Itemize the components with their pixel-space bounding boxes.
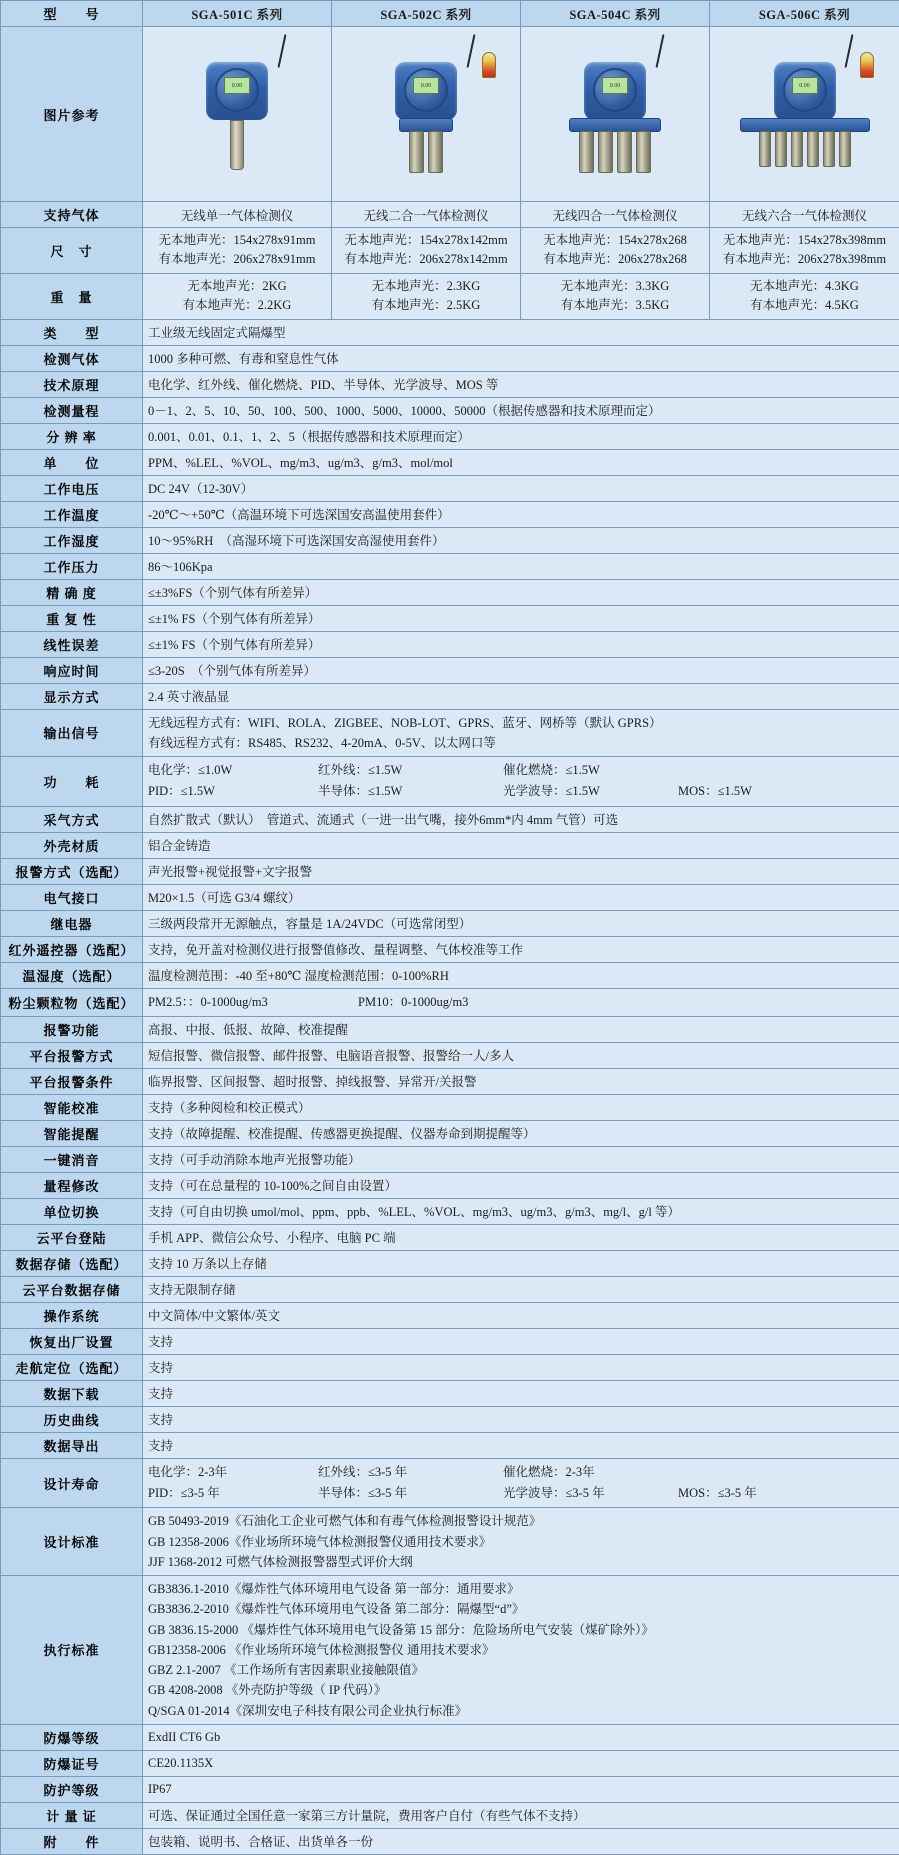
table-row xyxy=(1,319,899,345)
lifetime-catalytic: 催化燃烧：2-3年 xyxy=(503,1462,595,1483)
row-label-design-standard: 设计标准 xyxy=(1,1508,143,1576)
row-label: 温湿度（选配） xyxy=(1,962,143,988)
sensor-group xyxy=(409,131,443,173)
row-value: 三级两段常开无源触点，容量是 1A/24VDC（可选常闭型） xyxy=(143,910,899,936)
row-label: 操作系统 xyxy=(1,1302,143,1328)
sensor-manifold xyxy=(399,118,453,132)
model-name-1: SGA-501C 系列 xyxy=(143,1,332,27)
row-label: 单 位 xyxy=(1,449,143,475)
exec-standard-item: GB3836.1-2010《爆炸性气体环境用电气设备 第一部分：通用要求》 xyxy=(148,1579,894,1599)
table-row xyxy=(1,631,899,657)
size-3 xyxy=(521,228,710,274)
gas-support-3: 无线四合一气体检测仪 xyxy=(521,202,710,228)
table-row xyxy=(1,884,899,910)
table-row-gas-support xyxy=(1,202,899,228)
lifetime-pid: PID：≤3-5 年 xyxy=(148,1483,318,1504)
table-row xyxy=(1,397,899,423)
row-value: M20×1.5（可选 G3/4 螺纹） xyxy=(143,884,899,910)
row-label: 重 复 性 xyxy=(1,605,143,631)
antenna-icon xyxy=(277,34,286,68)
table-row xyxy=(1,1828,899,1854)
row-value: 1000 多种可燃、有毒和窒息性气体 xyxy=(143,345,899,371)
row-value: ExdII CT6 Gb xyxy=(143,1724,899,1750)
table-row xyxy=(1,1068,899,1094)
row-label: 响应时间 xyxy=(1,657,143,683)
power-pid: PID：≤1.5W xyxy=(148,781,318,802)
row-label-gas-support: 支持气体 xyxy=(1,202,143,228)
power-row-2 xyxy=(148,781,894,802)
row-value: 高报、中报、低报、故障、校准提醒 xyxy=(143,1016,899,1042)
device-display: 0.00 xyxy=(413,77,439,94)
model-name-4: SGA-506C 系列 xyxy=(710,1,899,27)
power-row-1 xyxy=(148,760,894,781)
row-label: 数据导出 xyxy=(1,1432,143,1458)
table-row xyxy=(1,910,899,936)
row-label: 一键消音 xyxy=(1,1146,143,1172)
product-image-1 xyxy=(143,27,332,202)
row-label: 智能校准 xyxy=(1,1094,143,1120)
table-row xyxy=(1,1302,899,1328)
antenna-icon xyxy=(844,34,853,68)
weight-2-with-alarm: 有本地声光：2.5KG xyxy=(337,296,515,315)
weight-2-no-alarm: 无本地声光：2.3KG xyxy=(337,277,515,296)
row-label-size: 尺 寸 xyxy=(1,228,143,274)
exec-standard-item: GB 4208-2008 《外壳防护等级（ IP 代码）》 xyxy=(148,1680,894,1700)
table-row-weight xyxy=(1,273,899,319)
sensor-cell xyxy=(579,131,594,173)
lifetime-optical: 光学波导：≤3-5 年 xyxy=(503,1483,678,1504)
table-row xyxy=(1,1328,899,1354)
table-row xyxy=(1,806,899,832)
row-value: 支持 xyxy=(143,1328,899,1354)
design-standard-value xyxy=(143,1508,899,1576)
weight-3-with-alarm: 有本地声光：3.5KG xyxy=(526,296,704,315)
alarm-beacon-icon xyxy=(860,52,874,78)
sensor-manifold xyxy=(569,118,661,132)
product-image-2 xyxy=(332,27,521,202)
row-label: 精 确 度 xyxy=(1,579,143,605)
antenna-icon xyxy=(655,34,664,68)
size-4 xyxy=(710,228,899,274)
row-label: 防护等级 xyxy=(1,1776,143,1802)
sensor-cell xyxy=(409,131,424,173)
row-value: 2.4 英寸液晶显 xyxy=(143,683,899,709)
output-signal-wired: 有线远程方式有：RS485、RS232、4-20mA、0-5V、以太网口等 xyxy=(148,733,894,753)
row-value: ≤±3%FS（个别气体有所差异） xyxy=(143,579,899,605)
table-row xyxy=(1,1094,899,1120)
table-row xyxy=(1,1802,899,1828)
row-value: IP67 xyxy=(143,1776,899,1802)
size-2-with-alarm: 有本地声光：206x278x142mm xyxy=(337,250,515,269)
table-row xyxy=(1,371,899,397)
sensor-cell xyxy=(428,131,443,173)
lifetime-electrochemical: 电化学：2-3年 xyxy=(148,1462,318,1483)
row-label: 智能提醒 xyxy=(1,1120,143,1146)
sensor-group xyxy=(759,131,851,167)
row-value: ≤±1% FS（个别气体有所差异） xyxy=(143,631,899,657)
table-row xyxy=(1,1172,899,1198)
row-label: 防爆证号 xyxy=(1,1750,143,1776)
table-row xyxy=(1,1432,899,1458)
row-label-dust: 粉尘颗粒物（选配） xyxy=(1,988,143,1016)
row-value: CE20.1135X xyxy=(143,1750,899,1776)
design-standard-item: JJF 1368-2012 可燃气体检测报警器型式评价大纲 xyxy=(148,1552,894,1572)
row-value: 自然扩散式（默认） 管道式、流通式（一进一出气嘴，接外6mm*内 4mm 气管）可选 xyxy=(143,806,899,832)
antenna-icon xyxy=(466,34,475,68)
row-label: 数据存储（选配） xyxy=(1,1250,143,1276)
table-row-lifetime xyxy=(1,1458,899,1508)
lifetime-row-2 xyxy=(148,1483,894,1504)
weight-4-with-alarm: 有本地声光：4.5KG xyxy=(715,296,894,315)
row-label: 技术原理 xyxy=(1,371,143,397)
row-value: 支持，免开盖对检测仪进行报警值修改、量程调整、气体校准等工作 xyxy=(143,936,899,962)
table-row xyxy=(1,527,899,553)
table-row xyxy=(1,501,899,527)
row-label: 报警功能 xyxy=(1,1016,143,1042)
device-display: 0.00 xyxy=(602,77,628,94)
table-row xyxy=(1,683,899,709)
row-label: 采气方式 xyxy=(1,806,143,832)
weight-1-with-alarm: 有本地声光：2.2KG xyxy=(148,296,326,315)
size-1-with-alarm: 有本地声光：206x278x91mm xyxy=(148,250,326,269)
model-name-2: SGA-502C 系列 xyxy=(332,1,521,27)
weight-1 xyxy=(143,273,332,319)
exec-standard-item: GB 3836.15-2000 《爆炸性气体环境用电气设备第 15 部分：危险场所电气安装（煤矿除外）》 xyxy=(148,1620,894,1640)
row-value: 支持 xyxy=(143,1354,899,1380)
power-semiconductor: 半导体：≤1.5W xyxy=(318,781,503,802)
size-2 xyxy=(332,228,521,274)
row-value: ≤3-20S （个别气体有所差异） xyxy=(143,657,899,683)
row-value: 支持（可自由切换 umol/mol、ppm、ppb、%LEL、%VOL、mg/m3、ug/m3、g/m3、mg/l、g/l 等） xyxy=(143,1198,899,1224)
row-value: 0－1、2、5、10、50、100、500、1000、5000、10000、50000（根据传感器和技术原理而定） xyxy=(143,397,899,423)
table-row xyxy=(1,553,899,579)
row-value: 支持（故障提醒、校准提醒、传感器更换提醒、仪器寿命到期提醒等） xyxy=(143,1120,899,1146)
table-row xyxy=(1,1120,899,1146)
table-row-model xyxy=(1,1,899,27)
row-label-power: 功 耗 xyxy=(1,757,143,807)
weight-3-no-alarm: 无本地声光：3.3KG xyxy=(526,277,704,296)
row-label: 电气接口 xyxy=(1,884,143,910)
row-label: 工作电压 xyxy=(1,475,143,501)
row-value: 支持（多种阅检和校正模式） xyxy=(143,1094,899,1120)
sensor-cell xyxy=(775,131,787,167)
design-standard-item: GB 12358-2006《作业场所环境气体检测报警仪通用技术要求》 xyxy=(148,1532,894,1552)
exec-standard-item: GB3836.2-2010《爆炸性气体环境用电气设备 第二部分：隔爆型“d”》 xyxy=(148,1599,894,1619)
row-label: 走航定位（选配） xyxy=(1,1354,143,1380)
row-value: 支持无限制存储 xyxy=(143,1276,899,1302)
dust-value xyxy=(143,988,899,1016)
output-signal-wireless: 无线远程方式有：WIFI、ROLA、ZIGBEE、NOB-LOT、GPRS、蓝牙、网桥等（默认 GPRS） xyxy=(148,713,894,733)
row-label: 工作压力 xyxy=(1,553,143,579)
table-row-exec-standard xyxy=(1,1576,899,1725)
table-row xyxy=(1,936,899,962)
size-1 xyxy=(143,228,332,274)
table-row xyxy=(1,1380,899,1406)
row-label: 红外遥控器（选配） xyxy=(1,936,143,962)
table-row-size xyxy=(1,228,899,274)
row-label-lifetime: 设计寿命 xyxy=(1,1458,143,1508)
row-value: 声光报警+视觉报警+文字报警 xyxy=(143,858,899,884)
table-row xyxy=(1,962,899,988)
row-label: 检测量程 xyxy=(1,397,143,423)
sensor-cell xyxy=(823,131,835,167)
row-label: 工作温度 xyxy=(1,501,143,527)
sensor-group xyxy=(579,131,651,173)
gas-support-1: 无线单一气体检测仪 xyxy=(143,202,332,228)
row-label: 显示方式 xyxy=(1,683,143,709)
sensor-cell xyxy=(839,131,851,167)
gas-support-4: 无线六合一气体检测仪 xyxy=(710,202,899,228)
table-row xyxy=(1,345,899,371)
table-row xyxy=(1,1276,899,1302)
alarm-beacon-icon xyxy=(482,52,496,78)
row-label: 工作湿度 xyxy=(1,527,143,553)
row-label: 平台报警条件 xyxy=(1,1068,143,1094)
row-label-model: 型 号 xyxy=(1,1,143,27)
row-value: 86～106Kpa xyxy=(143,553,899,579)
power-optical: 光学波导：≤1.5W xyxy=(503,781,678,802)
size-3-no-alarm: 无本地声光：154x278x268 xyxy=(526,231,704,250)
row-label: 分 辨 率 xyxy=(1,423,143,449)
row-value: 支持 xyxy=(143,1406,899,1432)
sensor-cell xyxy=(791,131,803,167)
power-value xyxy=(143,757,899,807)
weight-1-no-alarm: 无本地声光：2KG xyxy=(148,277,326,296)
table-row xyxy=(1,1250,899,1276)
size-4-with-alarm: 有本地声光：206x278x398mm xyxy=(715,250,894,269)
lifetime-value xyxy=(143,1458,899,1508)
lifetime-mos: MOS：≤3-5 年 xyxy=(678,1483,757,1504)
row-value: 支持（可手动消除本地声光报警功能） xyxy=(143,1146,899,1172)
weight-3 xyxy=(521,273,710,319)
sensor-cell xyxy=(617,131,632,173)
row-value: 支持 xyxy=(143,1432,899,1458)
row-value: 工业级无线固定式隔爆型 xyxy=(143,319,899,345)
row-label: 平台报警方式 xyxy=(1,1042,143,1068)
table-row xyxy=(1,1016,899,1042)
row-value: PPM、%LEL、%VOL、mg/m3、ug/m3、g/m3、mol/mol xyxy=(143,449,899,475)
table-row xyxy=(1,1042,899,1068)
row-value: 包装箱、说明书、合格证、出货单各一份 xyxy=(143,1828,899,1854)
row-label-output-signal: 输出信号 xyxy=(1,709,143,757)
row-value: 支持（可在总量程的 10-100%之间自由设置） xyxy=(143,1172,899,1198)
lifetime-semiconductor: 半导体：≤3-5 年 xyxy=(318,1483,503,1504)
exec-standard-item: GBZ 2.1-2007 《工作场所有害因素职业接触限值》 xyxy=(148,1660,894,1680)
lifetime-row-1 xyxy=(148,1462,894,1483)
row-label: 云平台登陆 xyxy=(1,1224,143,1250)
model-name-3: SGA-504C 系列 xyxy=(521,1,710,27)
row-value: 0.001、0.01、0.1、1、2、5（根据传感器和技术原理而定） xyxy=(143,423,899,449)
power-infrared: 红外线：≤1.5W xyxy=(318,760,503,781)
row-value: 中文简体/中文繁体/英文 xyxy=(143,1302,899,1328)
table-row xyxy=(1,1146,899,1172)
table-row xyxy=(1,1750,899,1776)
row-label: 数据下载 xyxy=(1,1380,143,1406)
row-label-image-ref: 图片参考 xyxy=(1,27,143,202)
table-row xyxy=(1,1724,899,1750)
output-signal-value xyxy=(143,709,899,757)
row-label: 云平台数据存储 xyxy=(1,1276,143,1302)
row-label: 类 型 xyxy=(1,319,143,345)
row-label-weight: 重 量 xyxy=(1,273,143,319)
row-label: 附 件 xyxy=(1,1828,143,1854)
gas-support-2: 无线二合一气体检测仪 xyxy=(332,202,521,228)
row-value: DC 24V（12-30V） xyxy=(143,475,899,501)
row-label: 线性误差 xyxy=(1,631,143,657)
table-row xyxy=(1,1224,899,1250)
row-label: 防爆等级 xyxy=(1,1724,143,1750)
table-row xyxy=(1,605,899,631)
row-value: ≤±1% FS（个别气体有所差异） xyxy=(143,605,899,631)
table-row xyxy=(1,423,899,449)
product-image-4 xyxy=(710,27,899,202)
row-label: 计 量 证 xyxy=(1,1802,143,1828)
sensor-cell xyxy=(807,131,819,167)
power-catalytic: 催化燃烧：≤1.5W xyxy=(503,760,600,781)
weight-4 xyxy=(710,273,899,319)
exec-standard-value xyxy=(143,1576,899,1725)
size-1-no-alarm: 无本地声光：154x278x91mm xyxy=(148,231,326,250)
table-row xyxy=(1,475,899,501)
size-4-no-alarm: 无本地声光：154x278x398mm xyxy=(715,231,894,250)
sensor-cell xyxy=(598,131,613,173)
table-row xyxy=(1,1776,899,1802)
sensor-cell xyxy=(759,131,771,167)
table-row-output-signal xyxy=(1,709,899,757)
row-value: 10～95%RH （高湿环境下可选深国安高湿使用套件） xyxy=(143,527,899,553)
row-value: 临界报警、区间报警、超时报警、掉线报警、异常开/关报警 xyxy=(143,1068,899,1094)
row-value: 可选、保证通过全国任意一家第三方计量院，费用客户自付（有些气体不支持） xyxy=(143,1802,899,1828)
table-row xyxy=(1,449,899,475)
row-label: 历史曲线 xyxy=(1,1406,143,1432)
product-image-3 xyxy=(521,27,710,202)
power-mos: MOS：≤1.5W xyxy=(678,781,752,802)
size-3-with-alarm: 有本地声光：206x278x268 xyxy=(526,250,704,269)
size-2-no-alarm: 无本地声光：154x278x142mm xyxy=(337,231,515,250)
row-label: 外壳材质 xyxy=(1,832,143,858)
row-label: 报警方式（选配） xyxy=(1,858,143,884)
dust-pm25: PM2.5：：0-1000ug/m3 xyxy=(148,992,358,1013)
sensor-manifold xyxy=(740,118,870,132)
row-value: 支持 10 万条以上存储 xyxy=(143,1250,899,1276)
exec-standard-item: Q/SGA 01-2014《深圳安电子科技有限公司企业执行标准》 xyxy=(148,1701,894,1721)
table-row xyxy=(1,858,899,884)
design-standard-item: GB 50493-2019《石油化工企业可燃气体和有毒气体检测报警设计规范》 xyxy=(148,1511,894,1531)
exec-standard-item: GB12358-2006 《作业场所环境气体检测报警仪 通用技术要求》 xyxy=(148,1640,894,1660)
table-row xyxy=(1,579,899,605)
lifetime-infrared: 红外线：≤3-5 年 xyxy=(318,1462,503,1483)
table-row-image xyxy=(1,27,899,202)
weight-2 xyxy=(332,273,521,319)
row-label: 继电器 xyxy=(1,910,143,936)
weight-4-no-alarm: 无本地声光：4.3KG xyxy=(715,277,894,296)
device-display: 0.00 xyxy=(224,77,250,94)
table-row xyxy=(1,657,899,683)
row-value: 手机 APP、微信公众号、小程序、电脑 PC 端 xyxy=(143,1224,899,1250)
row-value: 温度检测范围：-40 至+80℃ 湿度检测范围：0-100%RH xyxy=(143,962,899,988)
sensor-probe xyxy=(230,120,244,170)
row-label: 量程修改 xyxy=(1,1172,143,1198)
row-label-exec-standard: 执行标准 xyxy=(1,1576,143,1725)
table-row xyxy=(1,1406,899,1432)
dust-pm10: PM10：0-1000ug/m3 xyxy=(358,992,468,1013)
row-value: 铝合金铸造 xyxy=(143,832,899,858)
table-row xyxy=(1,832,899,858)
row-value: 短信报警、微信报警、邮件报警、电脑语音报警、报警给一人/多人 xyxy=(143,1042,899,1068)
sensor-cell xyxy=(636,131,651,173)
row-value: 支持 xyxy=(143,1380,899,1406)
table-row-dust xyxy=(1,988,899,1016)
row-value: 电化学、红外线、催化燃烧、PID、半导体、光学波导、MOS 等 xyxy=(143,371,899,397)
power-electrochemical: 电化学：≤1.0W xyxy=(148,760,318,781)
row-label: 恢复出厂设置 xyxy=(1,1328,143,1354)
table-row xyxy=(1,1354,899,1380)
table-row xyxy=(1,1198,899,1224)
device-display: 0.00 xyxy=(792,77,818,94)
table-row-power xyxy=(1,757,899,807)
row-value: -20℃～+50℃（高温环境下可选深国安高温使用套件） xyxy=(143,501,899,527)
row-label: 单位切换 xyxy=(1,1198,143,1224)
table-row-design-standard xyxy=(1,1508,899,1576)
row-label: 检测气体 xyxy=(1,345,143,371)
